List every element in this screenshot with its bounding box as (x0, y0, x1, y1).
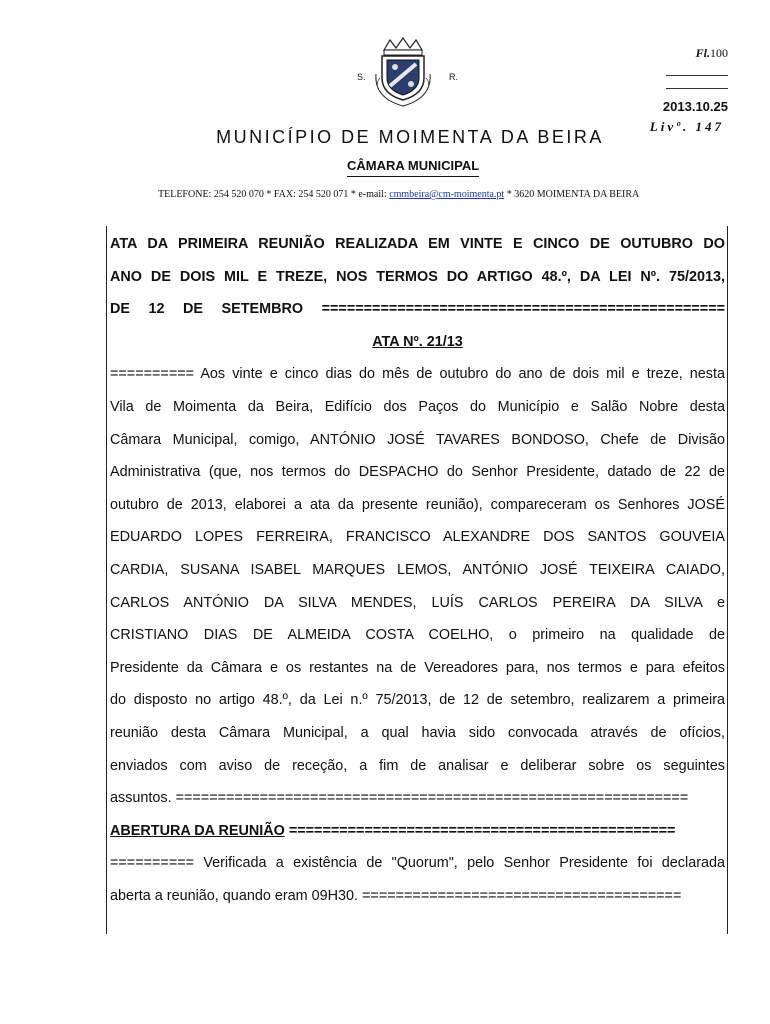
section-title: ABERTURA DA REUNIÃO (110, 822, 285, 839)
body-line: Vila de Moimenta da Beira, Edifício dos Paços do Município e Salão Nobre desta (110, 398, 725, 415)
folio-label: Fl. (695, 46, 710, 60)
section-heading-line (110, 815, 725, 848)
body-line: CARDIA, SUSANA ISABEL MARQUES LEMOS, ANTÓNIO JOSÉ TEIXEIRA CAIADO, (110, 561, 725, 578)
body-line: outubro de 2013, elaborei a ata da presente reunião), compareceram os Senhores JOSÉ (110, 496, 725, 513)
folio-number: 100 (710, 46, 728, 60)
section-line: ========== Verificada a existência de "Quorum", pelo Senhor Presidente foi declarada (110, 855, 725, 872)
left-margin-line (106, 226, 107, 934)
title-line: DE 12 DE SETEMBRO ================================================ (110, 301, 725, 318)
crest-right-letter: R. (449, 72, 458, 82)
contacts-line (158, 189, 639, 200)
body-line: EDUARDO LOPES FERREIRA, FRANCISCO ALEXANDRE DOS SANTOS GOUVEIA (110, 529, 725, 546)
contacts-prefix: TELEFONE: 254 520 070 * FAX: 254 520 071 * e-mail: (158, 189, 390, 200)
body-line: CRISTIANO DIAS DE ALMEIDA COSTA COELHO, o primeiro na qualidade de (110, 627, 725, 644)
body-line: enviados com aviso de receção, a fim de analisar e deliberar sobre os seguintes (110, 757, 725, 774)
municipality-title: MUNICÍPIO DE MOIMENTA DA BEIRA (216, 127, 604, 147)
body-line: Câmara Municipal, comigo, ANTÓNIO JOSÉ TAVARES BONDOSO, Chefe de Divisão (110, 431, 725, 448)
body-line: Presidente da Câmara e os restantes na de Vereadores para, nos termos e para efeitos (110, 659, 725, 676)
email-link[interactable]: cmmbeira@cm-moimenta.pt (389, 189, 505, 200)
book-number: Livº. 147 (649, 119, 724, 134)
body-line: ========== Aos vinte e cinco dias do mês de outubro do ano de dois mil e treze, nesta (110, 366, 725, 383)
right-margin-line (727, 226, 728, 934)
section-last-line: aberta a reunião, quando eram 09H30. ====================================== (110, 887, 682, 904)
body-line: Administrativa (que, nos termos do DESPACHO do Senhor Presidente, datado de 22 de (110, 464, 725, 481)
folio-rule (666, 75, 728, 76)
crest-left-letter: S. (357, 72, 366, 82)
body-line: do disposto no artigo 48.º, da Lei n.º 75/2013, de 12 de setembro, realizarem a primeira (110, 692, 725, 709)
municipal-crest-icon (370, 36, 436, 108)
minutes-body (110, 228, 725, 912)
body-line: CARLOS ANTÓNIO DA SILVA MENDES, LUÍS CARLOS PEREIRA DA SILVA e (110, 594, 725, 611)
ata-number: ATA Nº. 21/13 (372, 333, 463, 350)
section-fill: ============================================== (284, 822, 676, 839)
body-last-line: assuntos. ============================================================= (110, 790, 689, 807)
ata-number-line (110, 326, 725, 359)
title-line: ANO DE DOIS MIL E TREZE, NOS TERMOS DO ARTIGO 48.º, DA LEI Nº. 75/2013, (110, 268, 725, 285)
body-line: reunião desta Câmara Municipal, a qual havia sido convocada através de ofícios, (110, 724, 725, 741)
council-title: CÂMARA MUNICIPAL (347, 158, 479, 177)
folio-block (666, 46, 728, 89)
document-date: 2013.10.25 (662, 99, 728, 114)
title-line: ATA DA PRIMEIRA REUNIÃO REALIZADA EM VINTE E CINCO DE OUTUBRO DO (110, 236, 725, 252)
contacts-suffix: * 3620 MOIMENTA DA BEIRA (504, 189, 640, 200)
folio-rule-2 (666, 88, 728, 89)
